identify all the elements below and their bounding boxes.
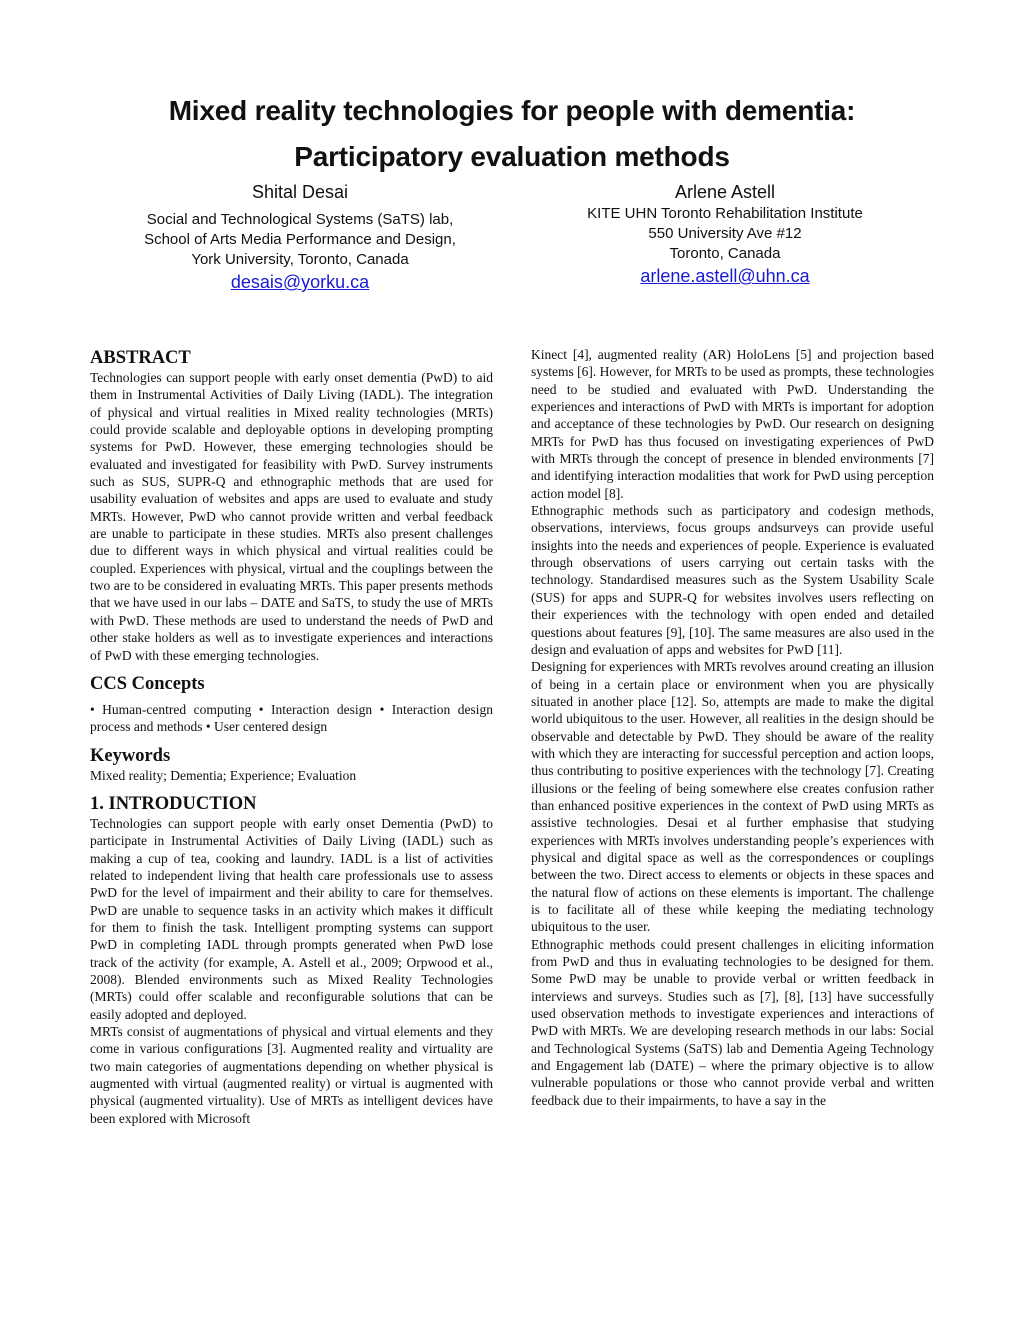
affiliation-line: Social and Technological Systems (SaTS) lab, (146, 211, 454, 228)
abstract-text: Technologies can support people with early onset dementia (PwD) to aid them in Instrumental Activities of Daily Living (IADL). The integration of physical and virtual realities in Mixed reality technologies (MRTs) could provide scalable and deployable options in developing prompting systems for PwD. However, these emerging technologies should be evaluated and investigated for feasibility with PwD. Survey instruments such as SUS, SUPR-Q and ethnographic methods that are used for usability evaluation of websites and apps are used to evaluate and study MRTs. However, PwD who cannot provide written and verbal feedback are unable to participate in these studies. MRTs also present challenges due to different ways in which physical and virtual realities could be coupled. Experiences with physical, virtual and the couplings between the two are to be considered in evaluating MRTs. This paper presents methods that we have used in our labs – DATE and SaTS, to study the use of MRTs with PwD. These methods are used to understand the needs of PwD and other stake holders as well as to investigate experiences and interactions of PwD with these emerging technologies. (90, 370, 493, 663)
author-block-desai (90, 180, 510, 294)
keywords-heading: Keywords (90, 745, 171, 766)
author-affiliation (90, 210, 510, 270)
intro-paragraph: MRTs consist of augmentations of physical and virtual elements and they come in various configurations [3]. Augmented reality and virtuality are two main categories of augmentations depending on whether physical is augmented with virtual (augmented reality) or virtual is augmented with physical (augmented virtuality). Use of MRTs as intelligent devices have been explored with Microsoft (90, 1024, 493, 1126)
author-email-link[interactable]: arlene.astell@uhn.ca (640, 266, 810, 286)
left-column (90, 346, 493, 1127)
intro-paragraph: Technologies can support people with early onset Dementia (PwD) to participate in Instrumental Activities of Daily Living (IADL) such as making a cup of tea, cooking and laundry. IADL is a list of activities related to independent living that health care professionals use to assess PwD for the level of impairment and their ability to care for themselves. PwD are unable to sequence tasks in an activity which makes it difficult for them to finish the task. Intelligent prompting systems can support PwD in completing IADL through prompts generated when PwD lose track of the activity (for example, A. Astell et al., 2009; Orpwood et al., 2008). Blended environments such as Mixed Reality Technologies (MRTs) could offer scalable and reconfigurable solutions that can be easily adopted and deployed. (90, 815, 493, 1022)
keywords-text: Mixed reality; Dementia; Experience; Evaluation (90, 767, 357, 783)
intro-paragraph: Ethnographic methods could present challenges in eliciting information from PwD and thus in evaluating technologies to be designed for them. Some PwD may be unable to provide verbal or written feedback in interviews and surveys. Studies such as [7], [8], [13] have successfully used observation methods to investigate experiences and interactions of PwD with MRTs. We are developing research methods in our labs: Social and Technological Systems (SaTS) lab and Dementia Ageing Technology and Engagement lab (DATE) – where the primary objective is to allow vulnerable populations or those who cannot provide verbal and written feedback due to their impairments, to have a say in the (531, 936, 934, 1108)
intro-paragraph: Ethnographic methods such as participatory and codesign methods, observations, interviews, focus groups andsurveys can provide useful insights into the needs and experiences of people. Experience is evaluated through observations of users carrying out certain tasks with the technology. Standardised measures such as the System Usability Scale (SUS) for apps and SUPR-Q for websites involves users reflecting on their experiences with the technology with open ended and detailed questions about features [9], [10]. The same measures are also used in the design and evaluation of apps and websites for PwD [11]. (531, 503, 934, 657)
affiliation-line: York University, Toronto, Canada (191, 251, 409, 268)
author-name: Shital Desai (251, 182, 349, 202)
ccs-text: • Human-centred computing • Interaction design • Interaction design process and methods • User centered design (90, 701, 493, 735)
author-name: Arlene Astell (674, 182, 776, 202)
title-line-1: Mixed reality technologies for people with dementia: (168, 95, 856, 126)
author-email-link[interactable]: desais@yorku.ca (230, 272, 370, 292)
right-column (531, 346, 934, 1109)
title-line-2: Participatory evaluation methods (294, 141, 730, 172)
author-block-astell (510, 180, 940, 288)
affiliation-line: Toronto, Canada (669, 245, 781, 262)
affiliation-line: 550 University Ave #12 (648, 225, 802, 242)
affiliation-line: School of Arts Media Performance and Design, (144, 231, 456, 248)
paper-title (60, 88, 964, 180)
affiliation-line: KITE UHN Toronto Rehabilitation Institute (587, 205, 863, 222)
intro-paragraph: Kinect [4], augmented reality (AR) HoloLens [5] and projection based systems [6]. However, for MRTs to be used as prompts, these technologies need to be studied and evaluated with PwD. Understanding the experiences and interactions of PwD with MRTs is important for adoption and acceptance of these technologies by PwD. Our research on designing MRTs for PwD has thus focused on investigating experiences of PwD with MRTs through the concept of presence in blended environments [7] and identifying interaction modalities that work for PwD using perception action model [8]. (531, 347, 934, 501)
introduction-heading: 1. INTRODUCTION (90, 793, 257, 814)
ccs-heading: CCS Concepts (90, 673, 205, 694)
intro-paragraph: Designing for experiences with MRTs revolves around creating an illusion of being in a certain place or environment when you are physically situated in another place [12]. So, attempts are made to make the digital world ubiquitous to the user. However, all realities in the design should be observable and detectable by PwD. They should be aware of the reality with which they are interacting for successful perception and action loops, thus contributing to positive experiences with the technology [7]. Creating illusions or the feeling of being somewhere else creates confusion rather than enhanced positive experiences in the context of PwD using MRTs as assistive technologies. Desai et al further emphasise that studying experiences with MRTs involves understanding people’s experiences with physical and digital space as well as the correspondences or couplings between the two. Direct access to elements or objects in these spaces and the natural flow of actions on these elements is important. The challenge is to facilitate all of these while keeping the mediating technology ubiquitous to the user. (531, 659, 934, 935)
abstract-heading: ABSTRACT (90, 348, 191, 368)
author-affiliation (510, 204, 940, 264)
